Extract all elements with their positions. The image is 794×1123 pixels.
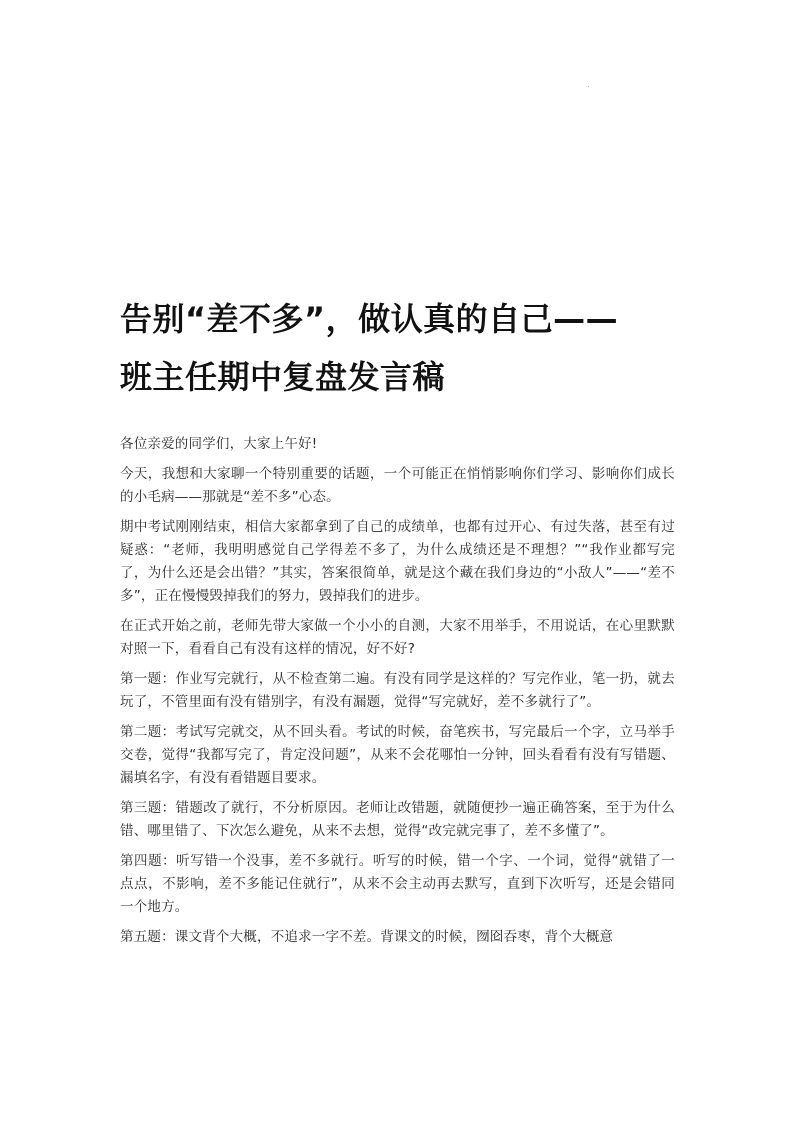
- paragraph-exam: 期中考试刚刚结束，相信大家都拿到了自己的成绩单，也都有过开心、有过失落，甚至有过疑惑：“老师，我明明感觉自己学得差不多了，为什么成绩还是不理想？”“我作业都写完了，为什么还是会出错？”其实，答案很简单，就是这个藏在我们身边的“小敌人”——“差不多”，正在慢慢毁掉我们的努力，毁掉我们的进步。: [120, 519, 675, 604]
- paragraph-question-1: 第一题：作业写完就行，从不检查第二遍。有没有同学是这样的？写完作业，笔一扔，就去玩了，不管里面有没有错别字，有没有漏题，觉得“写完就好，差不多就行了”。: [120, 671, 675, 710]
- paragraph-question-4: 第四题：听写错一个没事，差不多就行。听写的时候，错一个字、一个词，觉得“就错了一点点，不影响，差不多能记住就行”，从来不会主动再去默写，直到下次听写，还是会错同一个地方。: [120, 853, 675, 915]
- paragraph-greeting: 各位亲爱的同学们，大家上午好!: [120, 436, 318, 452]
- paragraph-question-2: 第二题：考试写完就交，从不回头看。考试的时候，奋笔疾书，写完最后一个字，立马举手交卷，觉得“我都写完了，肯定没问题”，从来不会花哪怕一分钟，回头看看有没有写错题、漏填名字，有没有看错题目要求。: [120, 724, 675, 786]
- title-line-1: 告别“差不多”，做认真的自己——: [120, 300, 619, 338]
- page-speck: [588, 86, 589, 87]
- title-line-2: 班主任期中复盘发言稿: [120, 358, 446, 396]
- paragraph-question-5: 第五题：课文背个大概，不追求一字不差。背课文的时候，囫囵吞枣，背个大概意: [120, 929, 614, 945]
- document-title: [120, 290, 680, 406]
- document-body: [120, 433, 675, 956]
- paragraph-question-3: 第三题：错题改了就行，不分析原因。老师让改错题，就随便抄一遍正确答案，至于为什么错、哪里错了、下次怎么避免，从来不去想，觉得“改完就完事了，差不多懂了”。: [120, 800, 675, 839]
- paragraph-selftest: 在正式开始之前，老师先带大家做一个小小的自测，大家不用举手，不用说话，在心里默默对照一下，看看自己有没有这样的情况，好不好?: [120, 618, 675, 657]
- paragraph-intro: 今天，我想和大家聊一个特别重要的话题，一个可能正在悄悄影响你们学习、影响你们成长的小毛病——那就是“差不多”心态。: [120, 466, 675, 505]
